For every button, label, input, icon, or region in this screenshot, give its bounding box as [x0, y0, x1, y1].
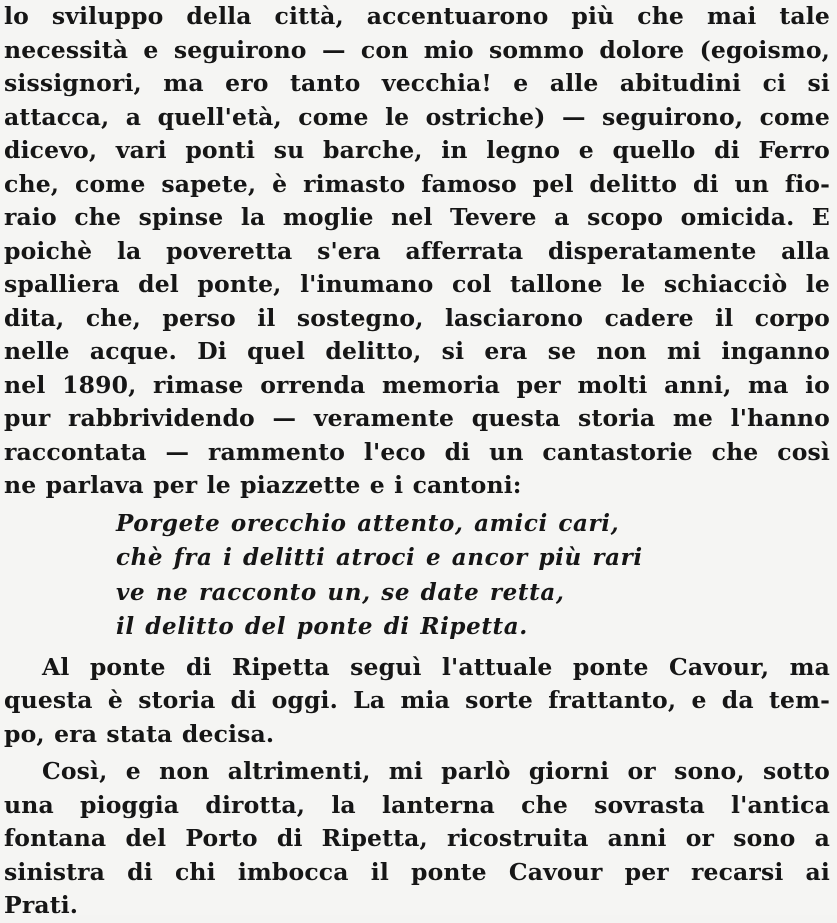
verse-line: il delitto del ponte di Ripetta. [116, 613, 528, 640]
text-line: Così, e non altrimenti, mi parlò giorni or sono, sotto [42, 757, 830, 785]
text-line: fontana del Porto di Ripetta, ricostruita anni or sono a [4, 824, 830, 852]
text-line: pur rabbrividendo — veramente questa storia me l'hanno [4, 404, 830, 432]
text-line: sinistra di chi imbocca il ponte Cavour per recarsi ai [4, 857, 830, 886]
paragraph-3 [4, 755, 830, 923]
text-line: raccontata — rammento l'eco di un cantastorie che così [4, 437, 830, 466]
text-line: Prati. [4, 891, 79, 919]
text-line: necessità e seguirono — con mio sommo dolore (egoismo, [4, 35, 830, 64]
verse-line: chè fra i delitti atroci e ancor più rari [116, 544, 643, 571]
text-line: questa è storia di oggi. La mia sorte frattanto, e da tem- [4, 686, 830, 714]
text-line: nelle acque. Di quel delitto, si era se non mi inganno [4, 337, 830, 365]
text-line: che, come sapete, è rimasto famoso pel delitto di un fio- [4, 169, 830, 198]
text-line: sissignori, ma ero tanto vecchia! e alle abitudini ci si [4, 69, 830, 97]
verse-block [4, 507, 830, 645]
verse-line: ve ne racconto un, se date retta, [116, 578, 565, 606]
text-line: spalliera del ponte, l'inumano col tallone le schiacciò le [4, 270, 830, 298]
verse-line: Porgete orecchio attento, amici cari, [116, 509, 620, 537]
text-line: lo sviluppo della città, accentuarono più che mai tale [4, 2, 830, 30]
text-line: poichè la poveretta s'era afferrata disperatamente alla [4, 236, 830, 265]
text-line: raio che spinse la moglie nel Tevere a scopo omicida. E [4, 203, 830, 231]
text-line: po, era stata decisa. [4, 719, 275, 748]
text-line: dita, che, perso il sostegno, lasciarono cadere il corpo [4, 303, 830, 332]
text-line: dicevo, vari ponti su barche, in legno e quello di Ferro [4, 136, 830, 164]
text-line: una pioggia dirotta, la lanterna che sovrasta l'antica [4, 790, 830, 819]
text-line: nel 1890, rimase orrenda memoria per molti anni, ma io [4, 370, 830, 399]
text-line: Al ponte di Ripetta seguì l'attuale ponte Cavour, ma [42, 652, 830, 681]
text-line: attacca, a quell'età, come le ostriche) — seguirono, come [4, 102, 830, 131]
paragraph-1 [4, 0, 830, 503]
text-line: ne parlava per le piazzette e i cantoni: [4, 471, 522, 499]
paragraph-2 [4, 651, 830, 752]
